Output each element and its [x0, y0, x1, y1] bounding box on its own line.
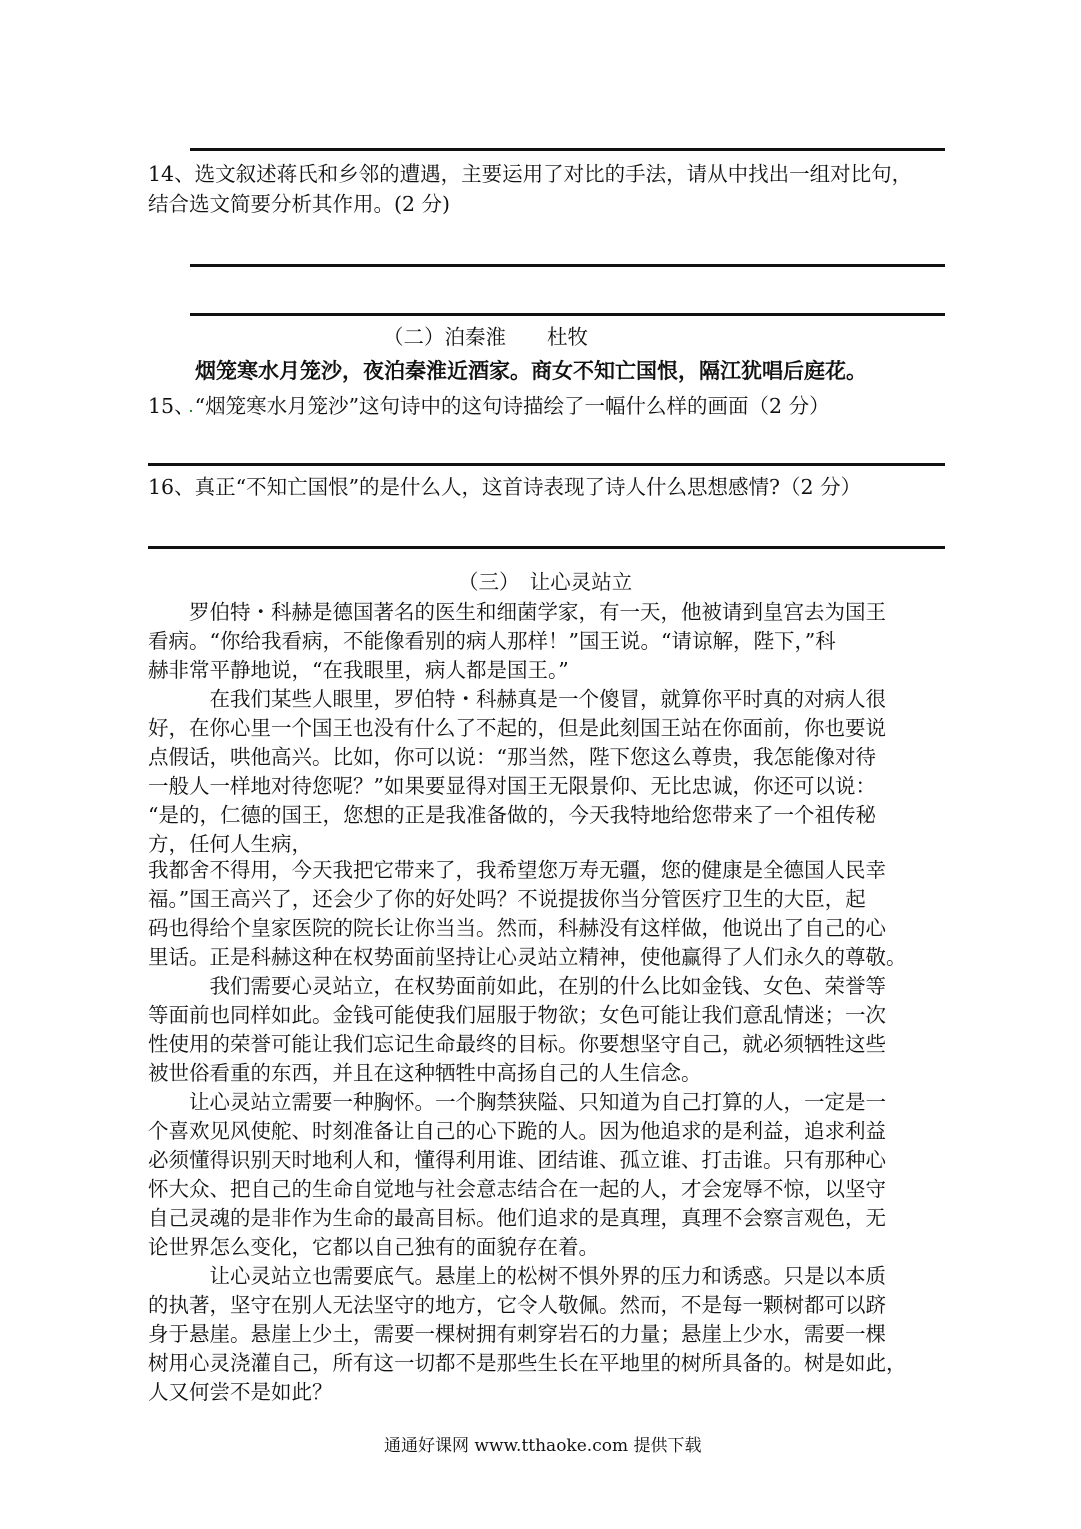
body-line: 罗伯特・科赫是德国著名的医生和细菌学家，有一天，他被请到皇宫去为国王 — [148, 600, 886, 624]
body-line: 码也得给个皇家医院的院长让你当当。然而，科赫没有这样做，他说出了自己的心 — [148, 916, 886, 940]
body-line: 身于悬崖。悬崖上少土，需要一棵树拥有刺穿岩石的力量；悬崖上少水，需要一棵 — [148, 1322, 886, 1346]
body-line: 福。”国王高兴了，还会少了你的好处吗？不说提拔你当分管医疗卫生的大臣，起 — [148, 887, 866, 911]
body-line: 论世界怎么变化，它都以自己独有的面貌存在着。 — [148, 1235, 599, 1259]
body-line: 性使用的荣誉可能让我们忘记生命最终的目标。你要想坚守自己，就必须牺牲这些 — [148, 1032, 886, 1056]
answer-line — [190, 313, 945, 316]
section-2-title: （二）泊秦淮 杜牧 — [383, 325, 588, 349]
body-line: 必须懂得识别天时地利人和，懂得利用谁、团结谁、孤立谁、打击谁。只有那种心 — [148, 1148, 886, 1172]
answer-line — [190, 148, 945, 151]
body-line: 好，在你心里一个国王也没有什么了不起的，但是此刻国王站在你面前，你也要说 — [148, 716, 886, 740]
body-line: 让心灵站立需要一种胸怀。一个胸禁狭隘、只知道为自己打算的人，一定是一 — [148, 1090, 886, 1114]
body-line: 怀大众、把自己的生命自觉地与社会意志结合在一起的人，才会宠辱不惊，以坚守 — [148, 1177, 886, 1201]
question-14-line-2: 结合选文简要分析其作用。(2 分) — [148, 192, 451, 216]
section-3-title: （三） 让心灵站立 — [458, 570, 633, 594]
body-line: 个喜欢见风使舵、时刻准备让自己的心下跪的人。因为他追求的是利益，追求利益 — [148, 1119, 886, 1143]
body-line: 赫非常平静地说，“在我眼里，病人都是国王。” — [148, 658, 569, 682]
body-line: 让心灵站立也需要底气。悬崖上的松树不惧外界的压力和诱惑。只是以本质 — [148, 1264, 886, 1288]
body-line: 自己灵魂的是非作为生命的最高目标。他们追求的是真理，真理不会察言观色，无 — [148, 1206, 886, 1230]
body-line: 在我们某些人眼里，罗伯特・科赫真是一个傻冒，就算你平时真的对病人很 — [148, 687, 886, 711]
body-line: 点假话，哄他高兴。比如，你可以说：“那当然，陛下您这么尊贵，我怎能像对待 — [148, 745, 876, 769]
body-line: “是的，仁德的国王，您想的正是我准备做的，今天我特地给您带来了一个祖传秘 — [148, 803, 876, 827]
body-line: 树用心灵浇灌自己，所有这一切都不是那些生长在平地里的树所具备的。树是如此， — [148, 1351, 907, 1375]
body-line: 等面前也同样如此。金钱可能使我们屈服于物欲；女色可能让我们意乱情迷；一次 — [148, 1003, 886, 1027]
question-14-line-1: 14、选文叙述蒋氏和乡邻的遭遇，主要运用了对比的手法，请从中找出一组对比句， — [148, 162, 913, 186]
body-line: 我们需要心灵站立，在权势面前如此，在别的什么比如金钱、女色、荣誉等 — [148, 974, 886, 998]
body-line: 被世俗看重的东西，并且在这种牺牲中高扬自己的人生信念。 — [148, 1061, 702, 1085]
answer-line — [148, 463, 945, 466]
poem-text: 烟笼寒水月笼沙，夜泊秦淮近酒家。商女不知亡国恨，隔江犹唱后庭花。 — [195, 359, 867, 383]
body-line: 我都舍不得用，今天我把它带来了，我希望您万寿无疆，您的健康是全德国人民幸 — [148, 858, 886, 882]
body-line: 看病。“你给我看病，不能像看别的病人那样！”国王说。“请谅解，陛下，”科 — [148, 629, 836, 653]
body-line: 人又何尝不是如此？ — [148, 1380, 333, 1404]
question-16: 16、真正“不知亡国恨”的是什么人，这首诗表现了诗人什么思想感情?（2 分） — [148, 475, 862, 499]
body-line: 方，任何人生病， — [148, 832, 312, 856]
body-line: 的执著，坚守在别人无法坚守的地方，它令人敬佩。然而，不是每一颗树都可以跻 — [148, 1293, 886, 1317]
answer-line — [190, 264, 945, 267]
body-line: 里话。正是科赫这种在权势面前坚持让心灵站立精神，使他赢得了人们永久的尊敬。 — [148, 945, 907, 969]
page-footer: 通通好课网 www.tthaoke.com 提供下载 — [384, 1436, 702, 1456]
question-15: 15、“烟笼寒水月笼沙”这句诗中的这句诗描绘了一幅什么样的画面（2 分） — [148, 394, 830, 418]
answer-line — [148, 546, 945, 549]
body-line: 一般人一样地对待您呢？”如果要显得对国王无限景仰、无比忠诚，你还可以说： — [148, 774, 876, 798]
